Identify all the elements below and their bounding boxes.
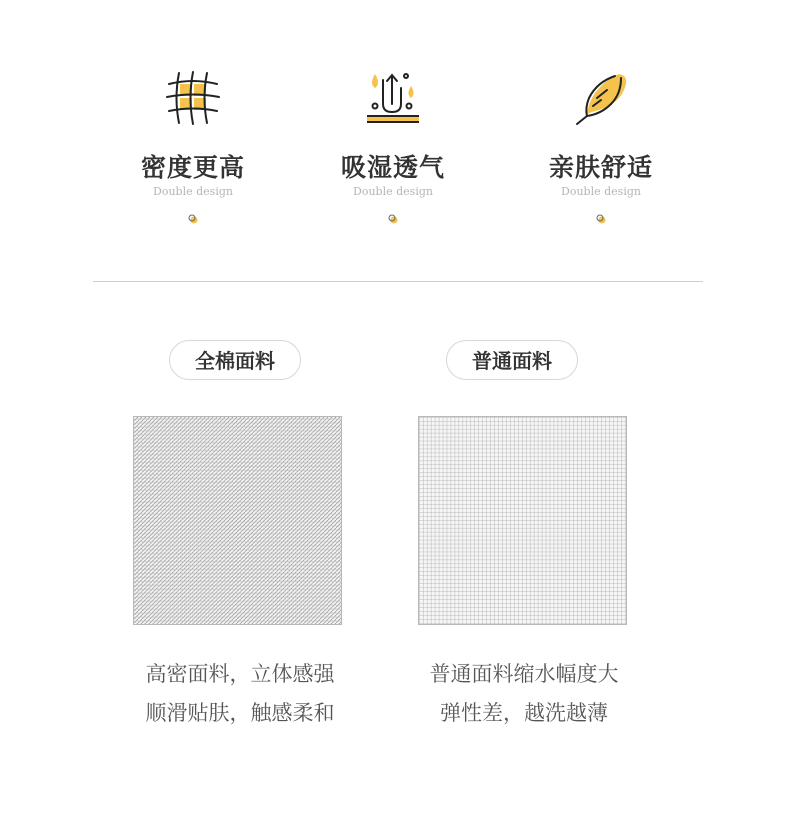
feature-title: 亲肤舒适: [548, 153, 653, 182]
cotton-fabric-swatch: [133, 416, 342, 625]
feature-subtitle: Double design: [561, 185, 641, 198]
feature-subtitle: Double design: [353, 185, 433, 198]
label-cotton-fabric: 全棉面料: [169, 340, 301, 380]
regular-fabric-description: [394, 655, 654, 733]
feature-breathable: [303, 70, 483, 224]
feather-icon: [571, 70, 631, 126]
dot-icon: [188, 214, 198, 224]
dot-icon: [388, 214, 398, 224]
description-line: 顺滑贴肤，触感柔和: [145, 701, 335, 725]
feature-subtitle: Double design: [153, 185, 233, 198]
description-line: 高密面料，立体感强: [145, 662, 335, 686]
cotton-fabric-description: [110, 655, 370, 733]
description-line: 普通面料缩水幅度大: [429, 662, 619, 686]
label-regular-fabric: 普通面料: [446, 340, 578, 380]
feature-skin-friendly: [511, 70, 691, 224]
moisture-absorb-icon: [363, 70, 423, 126]
description-line: 弹性差，越洗越薄: [440, 701, 608, 725]
feature-title: 吸湿透气: [340, 153, 445, 182]
feature-density: [103, 70, 283, 224]
regular-fabric-swatch: [418, 416, 627, 625]
feature-title: 密度更高: [140, 153, 245, 182]
dot-icon: [596, 214, 606, 224]
section-divider: [93, 281, 703, 282]
fiber-mesh-icon: [163, 70, 223, 126]
